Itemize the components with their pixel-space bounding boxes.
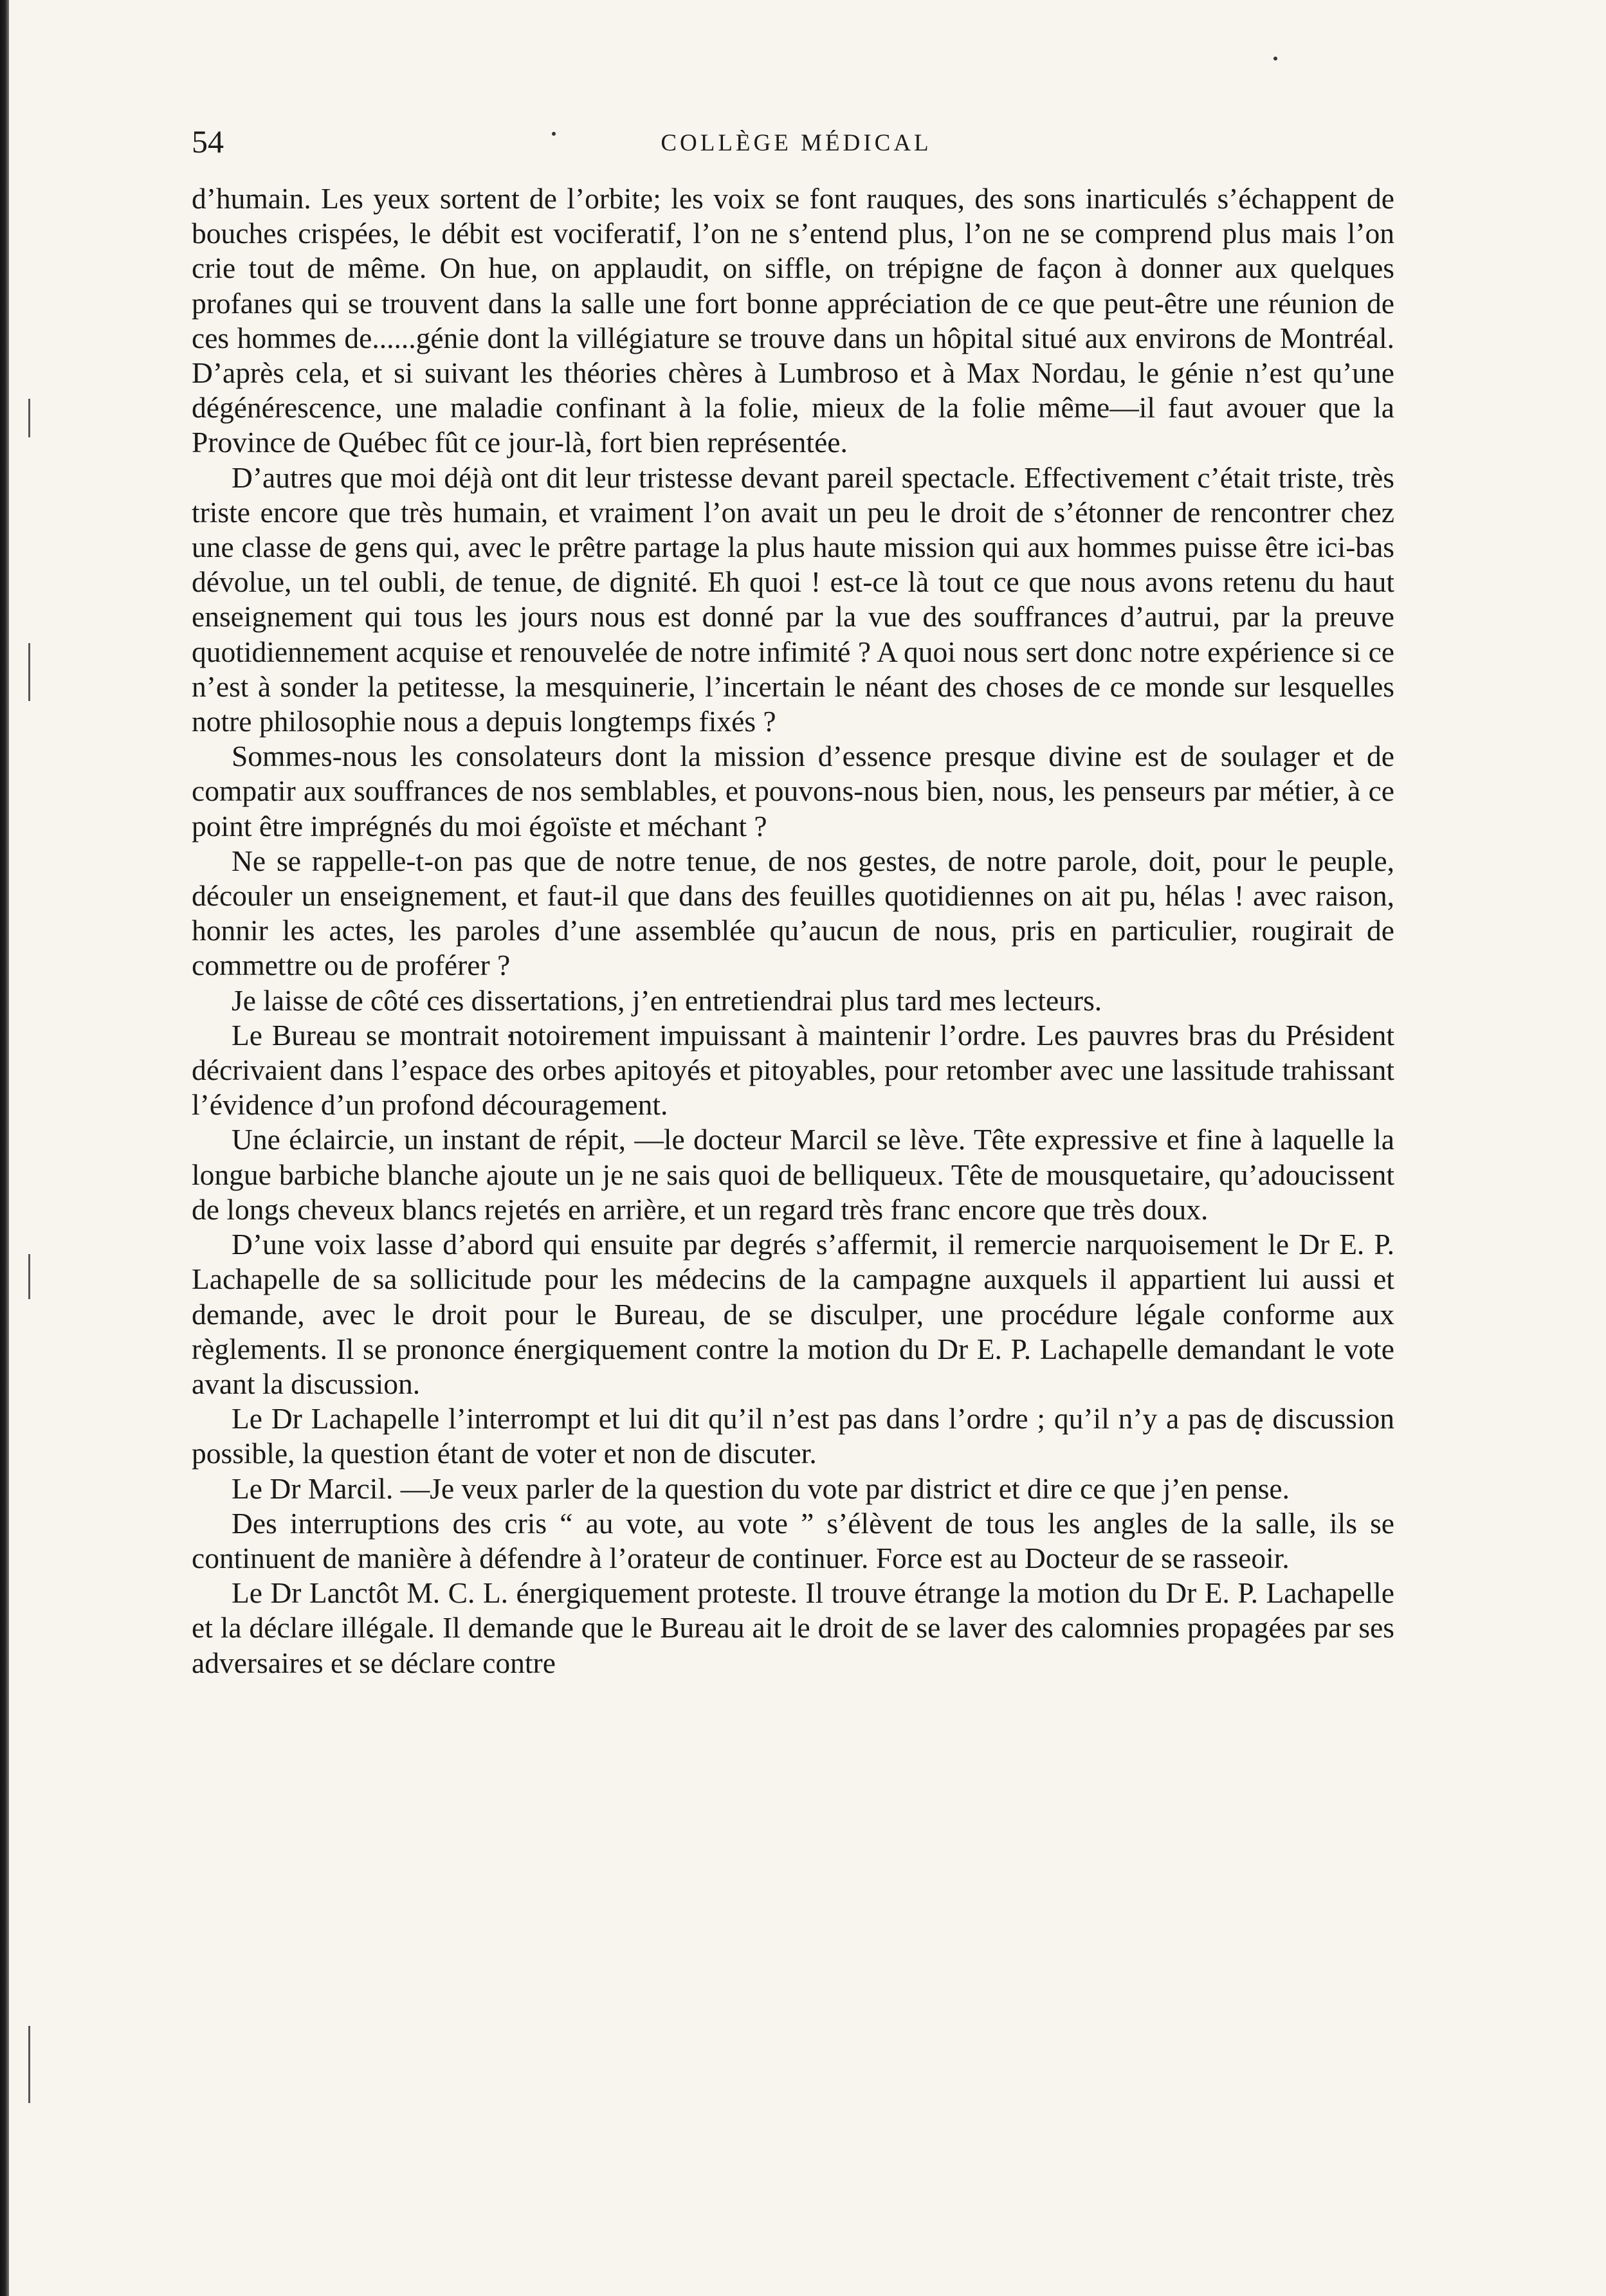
scan-speck	[28, 1254, 30, 1299]
binding-edge	[0, 0, 9, 2296]
running-title: COLLÈGE MÉDICAL	[661, 130, 932, 156]
paragraph: Le Dr Marcil. —Je veux parler de la question du vote par district et dire ce que j’en pense.	[232, 1471, 1290, 1505]
body-text	[192, 181, 1394, 1681]
paragraph: Sommes-nous les consolateurs dont la mission d’essence presque divine est de soulager et de compatir aux souffrances de nos semblables, et pouvons-nous bien, nous, les penseurs par métier, à ce point être imprégnés du moi égoïste et méchant ?	[192, 740, 1394, 843]
scan-speck	[28, 399, 30, 437]
stray-dot	[1273, 57, 1277, 60]
paragraph: Le Dr Lachapelle l’interrompt et lui dit qu’il n’est pas dans l’ordre ; qu’il n’y a pas de discussion possible, la question étant de voter et non de discuter.	[192, 1402, 1394, 1470]
paragraph: Des interruptions des cris “ au vote, au vote ” s’élèvent de tous les angles de la salle, ils se continuent de manière à défendre à l’orateur de continuer. Force est au Docteur de se rasseoir.	[192, 1506, 1394, 1574]
paragraph: d’humain. Les yeux sortent de l’orbite; les voix se font rauques, des sons inarticulés s’échappent de bouches crispées, le débit est vociferatif, l’on ne s’entend plus, l’on ne se comprend plus mais l’on crie tout de même. On hue, on applaudit, on siffle, on trépigne de façon à donner aux quelques profanes qui se trouvent dans la salle une fort bonne appréciation de ce que peut-être une réunion de ces hommes de......génie dont la villégiature se trouve dans un hôpital situé aux environs de Montréal. D’après cela, et si suivant les théories chères à Lumbroso et à Max Nordau, le génie n’est qu’une dégénérescence, une maladie confinant à la folie, mieux de la folie même—il faut avouer que la Province de Québec fût ce jour-là, fort bien représentée.	[192, 182, 1394, 459]
page-number: 54	[192, 123, 224, 159]
page-header	[192, 122, 1401, 174]
paragraph: Le Dr Lanctôt M. C. L. énergiquement proteste. Il trouve étrange la motion du Dr E. P. Lachapelle et la déclare illégale. Il demande que le Bureau ait le droit de se laver des calomnies propagées par ses adversaires et se déclare contre	[192, 1576, 1394, 1679]
scan-speck	[28, 643, 30, 701]
scan-speck	[28, 2026, 30, 2103]
paragraph: Une éclaircie, un instant de répit, —le docteur Marcil se lève. Tête expressive et fine à laquelle la longue barbiche blanche ajoute un je ne sais quoi de belliqueux. Tête de mousquetaire, qu’adoucissent de longs cheveux blancs rejetés en arrière, et un regard très franc encore que très doux.	[192, 1123, 1394, 1226]
paragraph: Ne se rappelle-t-on pas que de notre tenue, de nos gestes, de notre parole, doit, pour le peuple, découler un enseignement, et faut-il que dans des feuilles quotidiennes on ait pu, hélas ! avec raison, honnir les actes, les paroles d’une assemblée qu’aucun de nous, pris en particulier, rougirait de commettre ou de proférer ?	[192, 844, 1394, 982]
paragraph: D’une voix lasse d’abord qui ensuite par degrés s’affermit, il remercie narquoisement le Dr E. P. Lachapelle de sa sollicitude pour les médecins de la campagne auxquels il appartient lui aussi et demande, avec le droit pour le Bureau, de se disculper, une procédure légale conforme aux règlements. Il se prononce énergiquement contre la motion du Dr E. P. Lachapelle demandant le vote avant la discussion.	[192, 1228, 1394, 1400]
paragraph: Je laisse de côté ces dissertations, j’en entretiendrai plus tard mes lecteurs.	[232, 983, 1102, 1017]
paragraph: Le Bureau se montrait notoirement impuissant à maintenir l’ordre. Les pauvres bras du Président décrivaient dans l’espace des orbes apitoyés et pitoyables, pour retomber avec une lassitude trahissant l’évidence d’un profond découragement.	[192, 1018, 1394, 1122]
paragraph: D’autres que moi déjà ont dit leur tristesse devant pareil spectacle. Effectivement c’était triste, très triste encore que très humain, et vraiment l’on avait un peu le droit de s’étonner de rencontrer chez une classe de gens qui, avec le prêtre partage la plus haute mission qui aux hommes puisse être ici-bas dévolue, un tel oubli, de tenue, de dignité. Eh quoi ! est-ce là tout ce que nous avons retenu du haut enseignement qui tous les jours nous est donné par la vue des souffrances d’autrui, par la preuve quotidiennement acquise et renouvelée de notre infimité ? A quoi nous sert donc notre expérience si ce n’est à sonder la petitesse, la mesquinerie, l’incertain le néant des choses de ce monde sur lesquelles notre philosophie nous a depuis longtemps fixés ?	[192, 460, 1394, 738]
